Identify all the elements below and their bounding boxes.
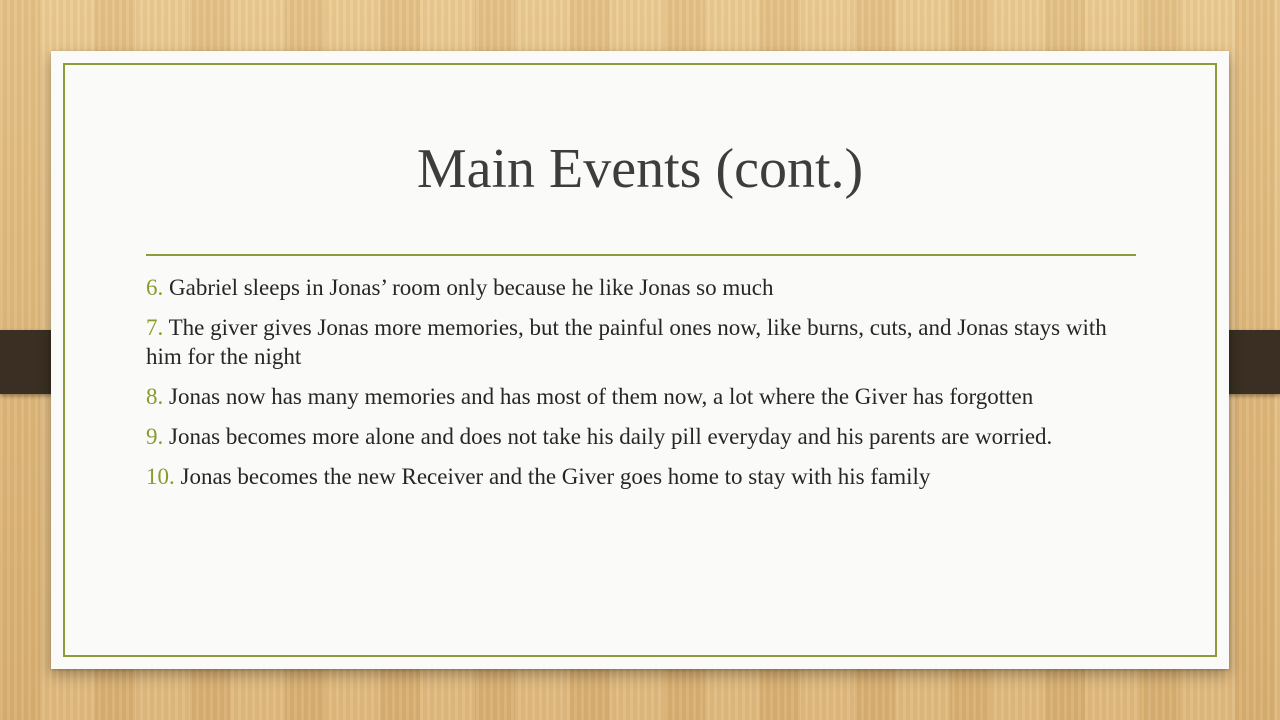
title-divider: [146, 254, 1136, 256]
slide-title: Main Events (cont.): [416, 138, 864, 200]
event-number: 8.: [146, 384, 164, 409]
event-text: Jonas becomes more alone and does not take his daily pill everyday and his parents are worried.: [169, 424, 1053, 449]
event-item-6: [146, 273, 1146, 302]
event-item-7: [146, 313, 1146, 371]
event-text: Gabriel sleeps in Jonas’ room only because he like Jonas so much: [169, 275, 774, 300]
events-list: [146, 273, 1146, 502]
event-text: Jonas now has many memories and has most of them now, a lot where the Giver has forgotten: [169, 384, 1034, 409]
event-text: The giver gives Jonas more memories, but the painful ones now, like burns, cuts, and Jonas stays with him for the night: [146, 315, 1107, 369]
event-number: 9.: [146, 424, 164, 449]
event-number: 10.: [146, 464, 175, 489]
event-item-10: [146, 462, 1146, 491]
event-item-8: [146, 382, 1146, 411]
event-item-9: [146, 422, 1146, 451]
slide-paper: [51, 51, 1229, 669]
event-number: 6.: [146, 275, 164, 300]
event-number: 7.: [146, 315, 164, 340]
event-text: Jonas becomes the new Receiver and the Giver goes home to stay with his family: [180, 464, 931, 489]
